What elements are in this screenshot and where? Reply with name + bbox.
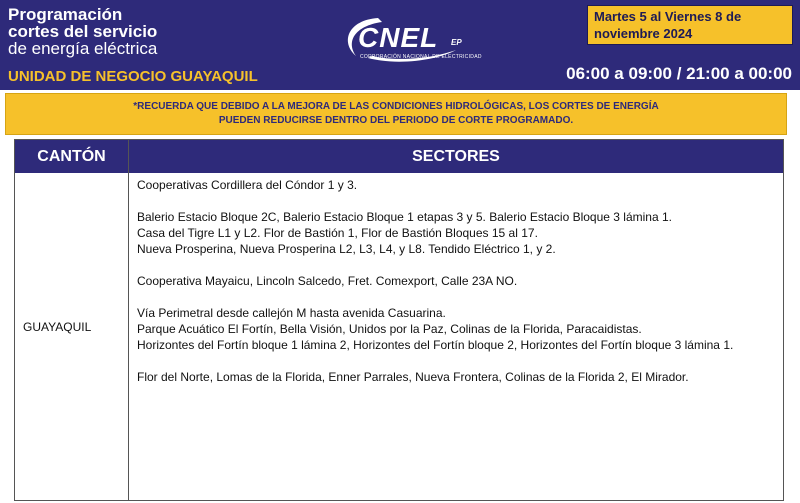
sector-line: Horizontes del Fortín bloque 1 lámina 2, Horizontes del Fortín bloque 2, Horizontes del Fortín bloque 3 lámina 1.: [137, 338, 734, 352]
notice-line-2: PUEDEN REDUCIRSE DENTRO DEL PERIODO DE CORTE PROGRAMADO.: [218, 115, 574, 126]
date-range-box: Martes 5 al Viernes 8 de noviembre 2024: [587, 5, 793, 45]
sector-spacer: [137, 193, 773, 209]
page-title: [8, 6, 157, 57]
logo-suffix-text: EP: [451, 38, 462, 47]
business-unit-label: UNIDAD DE NEGOCIO GUAYAQUIL: [8, 68, 258, 85]
schedule-table: [14, 139, 784, 501]
sector-line: Nueva Prosperina, Nueva Prosperina L2, L3, L4, y L8. Tendido Eléctrico 1, y 2.: [137, 242, 556, 256]
sector-line: Parque Acuático El Fortín, Bella Visión, Unidos por la Paz, Colinas de la Florida, Paracaidistas.: [137, 322, 642, 336]
column-header-canton: CANTÓN: [15, 140, 129, 173]
sector-spacer: [137, 353, 773, 369]
hours-label: 06:00 a 09:00 / 21:00 a 00:00: [566, 64, 792, 83]
logo-brand-text: CNEL: [358, 22, 439, 53]
sector-line: Balerio Estacio Bloque 2C, Balerio Estacio Bloque 1 etapas 3 y 5. Balerio Estacio Bloque 3 lámina 1.: [137, 210, 672, 224]
column-header-sectores: SECTORES: [412, 148, 500, 165]
canton-cell: GUAYAQUIL: [23, 320, 92, 334]
sector-line: Flor del Norte, Lomas de la Florida, Enner Parrales, Nueva Frontera, Colinas de la Florida 2, El Mirador.: [137, 370, 689, 384]
sector-spacer: [137, 289, 773, 305]
sector-line: Cooperativas Cordillera del Cóndor 1 y 3.: [137, 178, 358, 192]
notice-line-1: *RECUERDA QUE DEBIDO A LA MEJORA DE LAS CONDICIONES HIDROLÓGICAS, LOS CORTES DE ENERGÍA: [133, 101, 659, 112]
sector-line: Cooperativa Mayaicu, Lincoln Salcedo, Fret. Comexport, Calle 23A NO.: [137, 274, 518, 288]
header-bar: [0, 0, 800, 90]
sector-line: Vía Perimetral desde callejón M hasta avenida Casuarina.: [137, 306, 446, 320]
table-header: [15, 140, 783, 173]
title-line-1: Programación: [8, 5, 123, 24]
sectors-cell: [137, 177, 773, 385]
cnel-logo: [338, 12, 482, 68]
column-divider: [128, 173, 129, 500]
notice-banner: [5, 93, 787, 135]
title-line-2: cortes del servicio: [8, 22, 158, 41]
sector-spacer: [137, 257, 773, 273]
title-line-3: de energía eléctrica: [8, 39, 158, 58]
logo-subtitle-text: CORPORACIÓN NACIONAL DE ELECTRICIDAD: [360, 54, 482, 60]
sector-line: Casa del Tigre L1 y L2. Flor de Bastión 1, Flor de Bastión Bloques 15 al 17.: [137, 226, 538, 240]
